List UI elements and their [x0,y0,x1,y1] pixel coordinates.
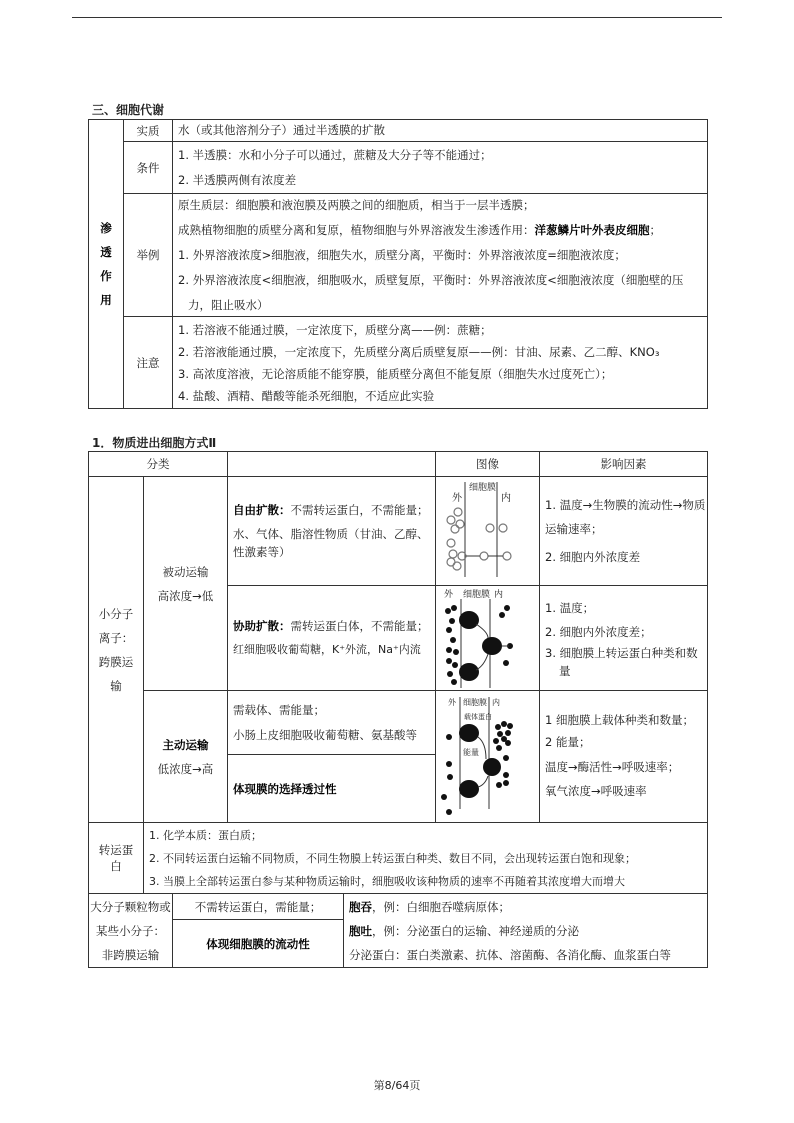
header-category: 分类 [88,451,228,477]
text: 1. 化学本质：蛋白质； [149,828,262,842]
text: 成熟植物细胞的质壁分离和复原，植物细胞与外界溶液发生渗透作用： [178,222,535,237]
membrane-label: 细胞膜 [463,590,491,600]
header-factors: 影响因素 [539,451,708,477]
active-transport-image [436,691,539,822]
row-label-note: 注意 [123,316,173,409]
transport-protein-label: 转运蛋白 [88,822,144,894]
osmosis-label [88,119,124,409]
text: 2. 若溶液能通过膜，一定浓度下，先质壁分离后质壁复原——例：甘油、尿素、乙二醇、KNO₃ [178,344,660,359]
bold-text: 协助扩散： [233,619,291,633]
text: 水（或其他溶剂分子）通过半透膜的扩散 [178,123,385,137]
header-rule [72,17,722,18]
text: 小分子 [98,606,134,621]
bold-text: 主动运输 [162,737,209,752]
active-transport-note [227,754,436,823]
essence-cell [172,119,708,142]
text: 4. 盐酸、酒精、醋酸等能杀死细胞，不适应此实验 [178,388,435,403]
text: 2. 细胞内外浓度差； [545,625,652,639]
text [178,218,707,243]
free-diffusion-factors [539,476,708,586]
text: 输 [110,678,122,693]
row-label-condition: 条件 [123,141,173,194]
header-image: 图像 [435,451,540,477]
row-label-essence: 实质 [123,119,173,142]
text: 跨膜运 [98,654,134,669]
section-title-metabolism: 三、细胞代谢 [92,103,165,117]
active-transport-label [143,690,228,823]
text: 1. 外界溶液浓度>细胞液，细胞失水，质壁分离，平衡时：外界溶液浓度=细胞液浓度； [178,247,626,262]
text: 1 细胞膜上载体种类和数量； [545,712,694,727]
active-transport-cell [227,690,436,755]
text [233,617,431,635]
example-cell [172,193,708,317]
text: 高浓度→低 [157,588,214,603]
text [349,895,707,919]
inside-label: 内 [501,493,511,504]
active-transport-diagram [435,690,540,823]
text: 水、气体、脂溶性物质（甘油、乙醇、性激素等） [233,527,429,559]
bold-text: 洋葱鳞片叶外表皮细胞 [534,222,650,237]
text: 1. 半透膜：水和小分子可以通过，蔗糖及大分子等不能通过； [178,147,492,162]
text: 被动运输 [162,564,209,579]
text: 低浓度→高 [157,761,214,776]
inside-label: 内 [494,590,504,600]
facilitated-diffusion-factors [539,585,708,691]
facilitated-diffusion-image [436,586,539,690]
outside-label: 外 [452,493,462,504]
label-char: 作 [100,269,112,283]
text: 温度→酶活性→呼吸速率； [545,759,680,774]
inside-label: 内 [492,698,500,707]
carrier-label: 载体蛋白 [464,713,492,721]
text: 3. 高浓度溶液，无论溶质能不能穿膜，能质壁分离但不能复原（细胞失水过度死亡）； [178,366,613,381]
text: 原生质层：细胞膜和液泡膜及两膜之间的细胞质，相当于一层半透膜； [178,197,535,212]
active-transport-factors [539,690,708,823]
bold-text: 胞吞 [349,899,372,914]
text: ； [649,222,661,237]
text: ，例：分泌蛋白的运输、神经递质的分泌 [372,923,579,938]
label-char: 透 [100,245,112,259]
text: 3. 细胞膜上转运蛋白种类和数量 [545,646,698,678]
text: 分泌蛋白：蛋白类激素、抗体、溶菌酶、各消化酶、血浆蛋白等 [349,947,671,962]
section-title-transport: 1．物质进出细胞方式Ⅱ [92,436,217,450]
outside-label: 外 [448,698,456,707]
bold-text: 胞吐 [349,923,372,938]
free-diffusion-image [436,477,539,585]
bold-text: 自由扩散： [233,503,291,517]
text: 1. 温度→生物膜的流动性→物质运输速率； [545,498,706,536]
condition-cell [172,141,708,194]
facilitated-diffusion-cell [227,585,436,691]
facilitated-diffusion-diagram [435,585,540,691]
text: 1. 温度； [545,601,595,615]
text: 离子： [98,630,134,645]
outside-label: 外 [444,590,454,600]
text: 需转运蛋白体，不需能量； [290,619,429,633]
bold-text: 体现细胞膜的流动性 [206,936,310,951]
free-diffusion-diagram [435,476,540,586]
text: 2. 细胞内外浓度差 [545,550,641,564]
macro-note [172,919,344,968]
small-molecule-label [88,476,144,823]
text: 大分子颗粒物或 [90,899,171,914]
header-blank [227,451,436,477]
macro-examples [343,893,708,968]
free-diffusion-cell [227,476,436,586]
text: 2. 不同转运蛋白运输不同物质，不同生物膜上转运蛋白种类、数目不同，会出现转运蛋白饱和现象； [149,851,636,865]
text: 2. 半透膜两侧有浓度差 [178,172,297,187]
label-char: 用 [100,293,112,307]
text: ，例：白细胞吞噬病原体； [372,899,510,914]
membrane-label: 细胞膜 [469,483,497,493]
text: 某些小分子： [96,923,165,938]
text: 红细胞吸收葡萄糖，K⁺外流，Na⁺内流 [233,643,421,656]
page-number: 第8/64页 [373,1079,421,1092]
text: 2 能量； [545,734,591,749]
text: 不需转运蛋白，不需能量； [290,503,429,517]
text: 非跨膜运输 [101,947,160,962]
bold-text: 体现膜的选择透过性 [233,781,337,796]
note-cell [172,316,708,409]
text: 小肠上皮细胞吸收葡萄糖、氨基酸等 [233,727,417,742]
row-label-example: 举例 [123,193,173,317]
text: 需载体、需能量； [233,702,325,717]
text: 2. 外界溶液浓度<细胞液，细胞吸水，质壁复原，平衡时：外界溶液浓度<细胞液浓度（细胞壁的压 [178,272,684,287]
text [233,501,431,519]
text [349,919,707,943]
label-char: 渗 [100,221,112,235]
text: 1. 若溶液不能通过膜，一定浓度下，质壁分离——例：蔗糖； [178,322,492,337]
text: 3. 当膜上全部转运蛋白参与某种物质运输时，细胞吸收该种物质的速率不再随着其浓度增大而增大 [149,874,625,888]
text: 氧气浓度→呼吸速率 [545,783,647,798]
text: 力，阻止吸水） [188,297,269,312]
transport-protein-cell [143,822,708,894]
macromolecule-label [88,893,173,968]
macro-requirement: 不需转运蛋白，需能量； [172,893,344,920]
passive-transport-label [143,476,228,691]
membrane-label: 细胞膜 [463,698,487,707]
energy-label: 能量 [463,748,479,757]
